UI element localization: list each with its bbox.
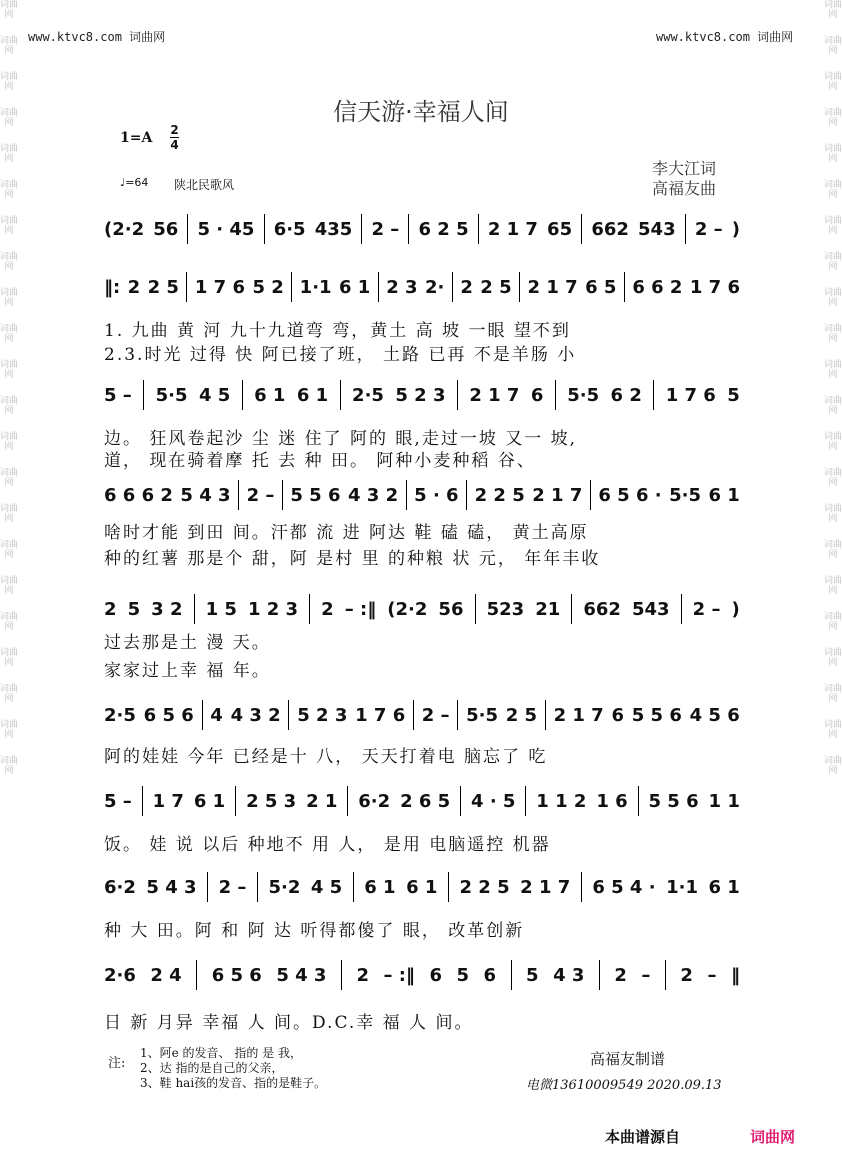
barline bbox=[408, 214, 409, 244]
lyricist-credit: 李大江词 bbox=[652, 159, 717, 178]
note-group: 5 5 6 bbox=[648, 790, 699, 812]
site-url-left[interactable]: www.ktvc8.com 词曲网 bbox=[28, 30, 166, 44]
barline bbox=[378, 272, 379, 302]
note-group: 2 bbox=[356, 964, 369, 986]
note-group: 1 5 bbox=[205, 598, 237, 620]
note-group: 1·1 bbox=[666, 876, 698, 898]
note-group: 2 5 bbox=[505, 704, 538, 726]
note-group: 5 – bbox=[104, 384, 132, 406]
notation-row bbox=[104, 872, 740, 902]
note-group: 2·5 bbox=[104, 704, 136, 726]
note-group: 2 bbox=[104, 598, 117, 620]
composer-credit: 高福友曲 bbox=[652, 179, 717, 198]
note-group: 6 bbox=[429, 964, 442, 986]
note-group: 1 7 6 bbox=[194, 276, 245, 298]
notation-row bbox=[104, 960, 740, 990]
note-group: 2 1 bbox=[306, 790, 338, 812]
note-group: 4 · 5 bbox=[471, 790, 516, 812]
barline bbox=[525, 786, 526, 816]
note-group: ) bbox=[731, 598, 740, 620]
note-group: 1 7 bbox=[152, 790, 184, 812]
note-group: 4 3 2 bbox=[348, 484, 399, 506]
note-group: 2 1 7 bbox=[520, 876, 571, 898]
note-group: 2 1 7 bbox=[527, 276, 578, 298]
note-group: 5 – bbox=[104, 790, 132, 812]
barline bbox=[282, 480, 283, 510]
note-group: 6·2 bbox=[358, 790, 391, 812]
note-group: 2 – bbox=[421, 704, 450, 726]
barline bbox=[143, 380, 144, 410]
note-group: 5·5 bbox=[669, 484, 701, 506]
note-group: 2 bbox=[614, 964, 627, 986]
note-group: 6·2 bbox=[104, 876, 136, 898]
note-group: 2 5 bbox=[147, 276, 179, 298]
note-group: – :‖ bbox=[383, 964, 415, 986]
note-group: 5·5 bbox=[155, 384, 188, 406]
barline bbox=[235, 786, 236, 816]
barline bbox=[624, 272, 625, 302]
barline bbox=[599, 960, 600, 990]
note-group: 2 1 7 bbox=[532, 484, 583, 506]
contact-date: 电微13610009549 2020.09.13 bbox=[526, 1078, 722, 1093]
barline bbox=[571, 594, 572, 624]
note-group: 5 5 6 bbox=[290, 484, 341, 506]
notation-row bbox=[104, 480, 740, 510]
barline bbox=[457, 380, 458, 410]
note-group: 6 1 bbox=[406, 876, 438, 898]
barline bbox=[194, 594, 195, 624]
note-group: 4 5 bbox=[198, 384, 231, 406]
note-group: 5 2 3 bbox=[395, 384, 446, 406]
lyric-line: 家家过上幸 福 年。 bbox=[104, 661, 271, 681]
barline bbox=[340, 380, 341, 410]
note-group: 6 bbox=[611, 704, 624, 726]
lyric-line: 种的红薯 那是个 甜，阿 是村 里 的种粮 状 元， 年年丰收 bbox=[104, 549, 601, 569]
note-group: 56 bbox=[153, 218, 179, 240]
note-group: 1 1 bbox=[708, 790, 740, 812]
note-group: 2 – bbox=[694, 218, 723, 240]
note-group: 2 1 7 bbox=[553, 704, 604, 726]
note-group: ‖ bbox=[730, 964, 740, 986]
note-group: 1 7 6 bbox=[355, 704, 406, 726]
notation-row bbox=[104, 380, 740, 410]
note-group: – bbox=[707, 964, 717, 986]
note-group: – :‖ bbox=[344, 598, 377, 620]
note-group: 1 7 6 bbox=[665, 384, 716, 406]
source-label: 本曲谱源自 bbox=[605, 1128, 681, 1146]
barline bbox=[452, 272, 453, 302]
note-group: 2 – bbox=[218, 876, 247, 898]
note-group: 2 1 7 bbox=[469, 384, 520, 406]
barline bbox=[590, 480, 591, 510]
note-group: 4 5 6 bbox=[689, 704, 740, 726]
lyric-line: 饭。 娃 说 以后 种地不 用 人， 是用 电脑遥控 机器 bbox=[104, 835, 551, 855]
barline bbox=[478, 214, 479, 244]
footnote: 3、鞋 hai孩的发音、指的是鞋子。 bbox=[140, 1076, 327, 1090]
note-group: 5 2 bbox=[252, 276, 284, 298]
footnote: 1、阿e 的发音、 指的 是 我， bbox=[140, 1046, 302, 1060]
note-group: (2·2 bbox=[387, 598, 428, 620]
footnotes bbox=[140, 1046, 326, 1091]
barline bbox=[361, 214, 362, 244]
tempo-mark: ♩=64 bbox=[120, 176, 149, 189]
lyric-line: 日 新 月异 幸福 人 间。D.C.幸 福 人 间。 bbox=[104, 1013, 474, 1033]
barline bbox=[242, 380, 243, 410]
notation-row bbox=[104, 594, 740, 624]
lyric-line: 阿的娃娃 今年 已经是十 八， 天天打着电 脑忘了 吃 bbox=[104, 747, 548, 767]
barline bbox=[519, 272, 520, 302]
barline bbox=[466, 480, 467, 510]
note-group: 2 6 5 bbox=[400, 790, 451, 812]
note-group: 6 5 6 · bbox=[598, 484, 662, 506]
barline bbox=[257, 872, 258, 902]
barline bbox=[202, 700, 203, 730]
barline bbox=[555, 380, 556, 410]
barline bbox=[187, 214, 188, 244]
barline bbox=[196, 960, 197, 990]
barline bbox=[353, 872, 354, 902]
note-group: 4 bbox=[210, 704, 223, 726]
source-brand-link[interactable]: 词曲网 bbox=[750, 1128, 796, 1146]
lyric-line: 2.3.时光 过得 快 阿已接了班， 土路 已再 不是羊肠 小 bbox=[104, 345, 577, 365]
note-group: 2 3 bbox=[386, 276, 418, 298]
notes-label: 注: bbox=[108, 1056, 126, 1071]
note-group: 2 2 5 bbox=[474, 484, 525, 506]
song-title: 信天游·幸福人间 bbox=[333, 98, 509, 126]
site-url-right[interactable]: www.ktvc8.com 词曲网 bbox=[656, 30, 794, 44]
note-group: – bbox=[641, 964, 651, 986]
barline bbox=[238, 480, 239, 510]
barline bbox=[264, 214, 265, 244]
note-group: 5·2 bbox=[268, 876, 301, 898]
note-group: 1 7 6 bbox=[689, 276, 740, 298]
note-group: 5 4 3 bbox=[180, 484, 231, 506]
style-mark: 陕北民歌风 bbox=[174, 178, 235, 192]
note-group: 6 5 bbox=[585, 276, 617, 298]
note-group: 6 1 bbox=[254, 384, 286, 406]
note-group: 5 bbox=[456, 964, 469, 986]
barline bbox=[653, 380, 654, 410]
note-group: 4 5 bbox=[310, 876, 343, 898]
notation-row bbox=[104, 272, 740, 302]
notation-row bbox=[104, 700, 740, 730]
note-group: 5·5 bbox=[466, 704, 498, 726]
note-group: 65 bbox=[547, 218, 573, 240]
note-group: 6 1 bbox=[708, 876, 740, 898]
note-group: (2·2 bbox=[104, 218, 145, 240]
note-group: 662 bbox=[591, 218, 629, 240]
note-group: ) bbox=[731, 218, 740, 240]
note-group: 6·5 bbox=[273, 218, 306, 240]
meter-top: 2 bbox=[170, 123, 179, 137]
note-group: 2 – bbox=[371, 218, 400, 240]
barline bbox=[341, 960, 342, 990]
note-group: 435 bbox=[314, 218, 353, 240]
barline bbox=[581, 872, 582, 902]
note-group: 1 2 3 bbox=[247, 598, 299, 620]
note-group: 6 1 bbox=[193, 790, 226, 812]
note-group: 543 bbox=[638, 218, 676, 240]
lyric-line: 种 大 田。阿 和 阿 达 听得都傻了 眼， 改革创新 bbox=[104, 921, 525, 941]
barline bbox=[448, 872, 449, 902]
transcriber: 高福友制谱 bbox=[590, 1050, 666, 1068]
note-group: 543 bbox=[631, 598, 670, 620]
notation-row bbox=[104, 786, 740, 816]
note-group: 5·5 bbox=[567, 384, 600, 406]
barline bbox=[142, 786, 143, 816]
note-group: 6 5 4 · bbox=[592, 876, 656, 898]
note-group: 2 2 5 bbox=[459, 876, 510, 898]
barline bbox=[511, 960, 512, 990]
note-group: 6 5 6 bbox=[211, 964, 262, 986]
note-group: 662 bbox=[583, 598, 621, 620]
note-group: 2·5 bbox=[352, 384, 384, 406]
note-group: 5 2 3 bbox=[297, 704, 348, 726]
note-group: 2 4 bbox=[150, 964, 182, 986]
note-group: 56 bbox=[438, 598, 464, 620]
note-group: 6 6 2 bbox=[632, 276, 683, 298]
lyric-line: 啥时才能 到田 间。汗都 流 进 阿达 鞋 磕 磕， 黄土高原 bbox=[104, 523, 589, 543]
barline bbox=[685, 214, 686, 244]
note-group: 2 – bbox=[692, 598, 721, 620]
note-group: 5 · 45 bbox=[197, 218, 255, 240]
note-group: 2 5 3 bbox=[246, 790, 297, 812]
meter-bottom: 4 bbox=[170, 138, 179, 152]
barline bbox=[460, 786, 461, 816]
note-group: 1 6 bbox=[596, 790, 628, 812]
note-group: 21 bbox=[535, 598, 561, 620]
note-group: 2 bbox=[127, 276, 141, 298]
barline bbox=[291, 272, 292, 302]
barline bbox=[413, 700, 414, 730]
note-group: 5 bbox=[127, 598, 141, 620]
note-group: 2 – bbox=[246, 484, 275, 506]
lyric-line: 道， 现在骑着摩 托 去 种 田。 阿种小麦种稻 谷、 bbox=[104, 451, 536, 471]
lyric-line: 边。 狂风卷起沙 尘 迷 住了 阿的 眼,走过一坡 又一 坡, bbox=[104, 429, 578, 449]
note-group: 5 · 6 bbox=[414, 484, 459, 506]
footnote: 2、达 指的是自己的父亲， bbox=[140, 1061, 284, 1075]
barline bbox=[309, 594, 310, 624]
note-group: 3 2 bbox=[151, 598, 183, 620]
note-group: 5 5 6 bbox=[631, 704, 682, 726]
note-group: 6 1 bbox=[708, 484, 740, 506]
note-group: 5 bbox=[727, 384, 740, 406]
note-group: 2 bbox=[321, 598, 334, 620]
note-group: 4 3 2 bbox=[230, 704, 281, 726]
note-group: 4 3 bbox=[553, 964, 585, 986]
note-group: 6 5 6 bbox=[143, 704, 194, 726]
time-signature bbox=[170, 124, 179, 151]
note-group: 1 1 2 bbox=[536, 790, 587, 812]
right-watermark-strip: 词曲网 词曲网 词曲网 词曲网 词曲网 词曲网 词曲网 词曲网 词曲网 词曲网 词曲网 词曲网 词曲网 词曲网 词曲网 词曲网 词曲网 词曲网 词曲网 词曲网 词曲网 词曲网 bbox=[824, 0, 842, 776]
barline bbox=[681, 594, 682, 624]
note-group: 2 bbox=[680, 964, 693, 986]
lyric-line: 过去那是土 漫 天。 bbox=[104, 633, 271, 653]
barline bbox=[638, 786, 639, 816]
key-signature: 1=A bbox=[120, 130, 153, 146]
note-group: 5 bbox=[526, 964, 539, 986]
barline bbox=[207, 872, 208, 902]
barline bbox=[545, 700, 546, 730]
left-watermark-strip: 词曲网 词曲网 词曲网 词曲网 词曲网 词曲网 词曲网 词曲网 词曲网 词曲网 词曲网 词曲网 词曲网 词曲网 词曲网 词曲网 词曲网 词曲网 词曲网 词曲网 词曲网 词曲网 bbox=[0, 0, 18, 776]
note-group: 6 2 5 bbox=[418, 218, 469, 240]
note-group: 6 bbox=[530, 384, 544, 406]
note-group: 6 1 bbox=[364, 876, 396, 898]
note-group: 2 bbox=[460, 276, 473, 298]
note-group: 6 2 bbox=[610, 384, 642, 406]
note-group: 2 1 7 bbox=[487, 218, 538, 240]
note-group: 523 bbox=[486, 598, 525, 620]
note-group: ‖: bbox=[104, 276, 121, 298]
note-group: 6 bbox=[483, 964, 497, 986]
barline bbox=[581, 214, 582, 244]
note-group: 6 1 bbox=[339, 276, 371, 298]
note-group: 1·1 bbox=[299, 276, 332, 298]
barline bbox=[475, 594, 476, 624]
note-group: 5 4 3 bbox=[146, 876, 197, 898]
note-group: 2 5 bbox=[480, 276, 512, 298]
barline bbox=[406, 480, 407, 510]
barline bbox=[457, 700, 458, 730]
barline bbox=[186, 272, 187, 302]
lyric-line: 1. 九曲 黄 河 九十九道弯 弯，黄土 高 坡 一眼 望不到 bbox=[104, 321, 571, 341]
note-group: 2·6 bbox=[104, 964, 136, 986]
note-group: 6 1 bbox=[296, 384, 329, 406]
barline bbox=[665, 960, 666, 990]
barline bbox=[347, 786, 348, 816]
note-group: 6 6 6 2 bbox=[104, 484, 173, 506]
note-group: 5 4 3 bbox=[276, 964, 327, 986]
barline bbox=[288, 700, 289, 730]
notation-row bbox=[104, 214, 740, 244]
note-group: 2· bbox=[425, 276, 445, 298]
